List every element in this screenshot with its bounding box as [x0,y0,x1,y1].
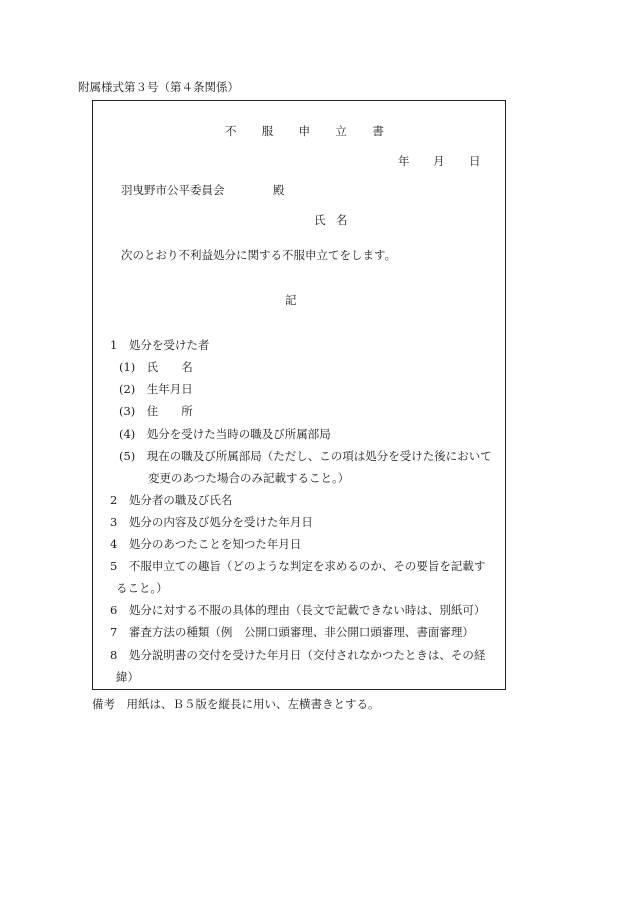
list-item: 4 処分のあつたことを知つた年月日 [110,537,302,551]
form-title: 不服申立書 [225,124,409,138]
list-item: 8 処分説明書の交付を受けた年月日（交付されなかつたときは、その経 [110,648,486,662]
list-item: 3 処分の内容及び処分を受けた年月日 [110,515,313,529]
ki-label: 記 [285,293,297,307]
honorific: 殿 [273,183,285,197]
list-item: 5 不服申立ての趣旨（どのような判定を求めるのか、その要旨を記載す [110,559,486,573]
list-item: (4) 処分を受けた当時の職及び所属部局 [119,427,331,441]
list-item: (1) 氏 名 [119,360,193,374]
list-item: 7 審査方法の種類（例 公開口頭審理、非公開口頭審理、書面審理） [110,625,474,639]
intro-text: 次のとおり不利益処分に関する不服申立てをします。 [121,248,397,262]
addressee: 羽曳野市公平委員会 [121,183,225,197]
list-item: (5) 現在の職及び所属部局（ただし、この項は処分を受けた後において [119,449,492,463]
list-item: (2) 生年月日 [119,382,193,396]
list-item: 6 処分に対する不服の具体的理由（長文で記載できない時は、別紙可） [110,603,486,617]
date-year: 年 [398,154,410,168]
date-day: 日 [469,154,481,168]
list-item: ること。） [116,581,168,595]
remark: 備考 用紙は、Ｂ５版を縦長に用い、左横書きとする。 [92,697,380,711]
name-label: 氏名 [314,213,358,227]
list-item: (3) 住 所 [119,404,193,418]
list-item: 変更のあつた場合のみ記載すること。） [148,471,350,485]
list-item: 1 処分を受けた者 [110,338,210,352]
date-month: 月 [433,154,445,168]
list-item: 2 処分者の職及び氏名 [110,493,233,507]
form-header: 附属様式第３号（第４条関係） [78,80,239,94]
list-item: 緯） [116,670,139,684]
